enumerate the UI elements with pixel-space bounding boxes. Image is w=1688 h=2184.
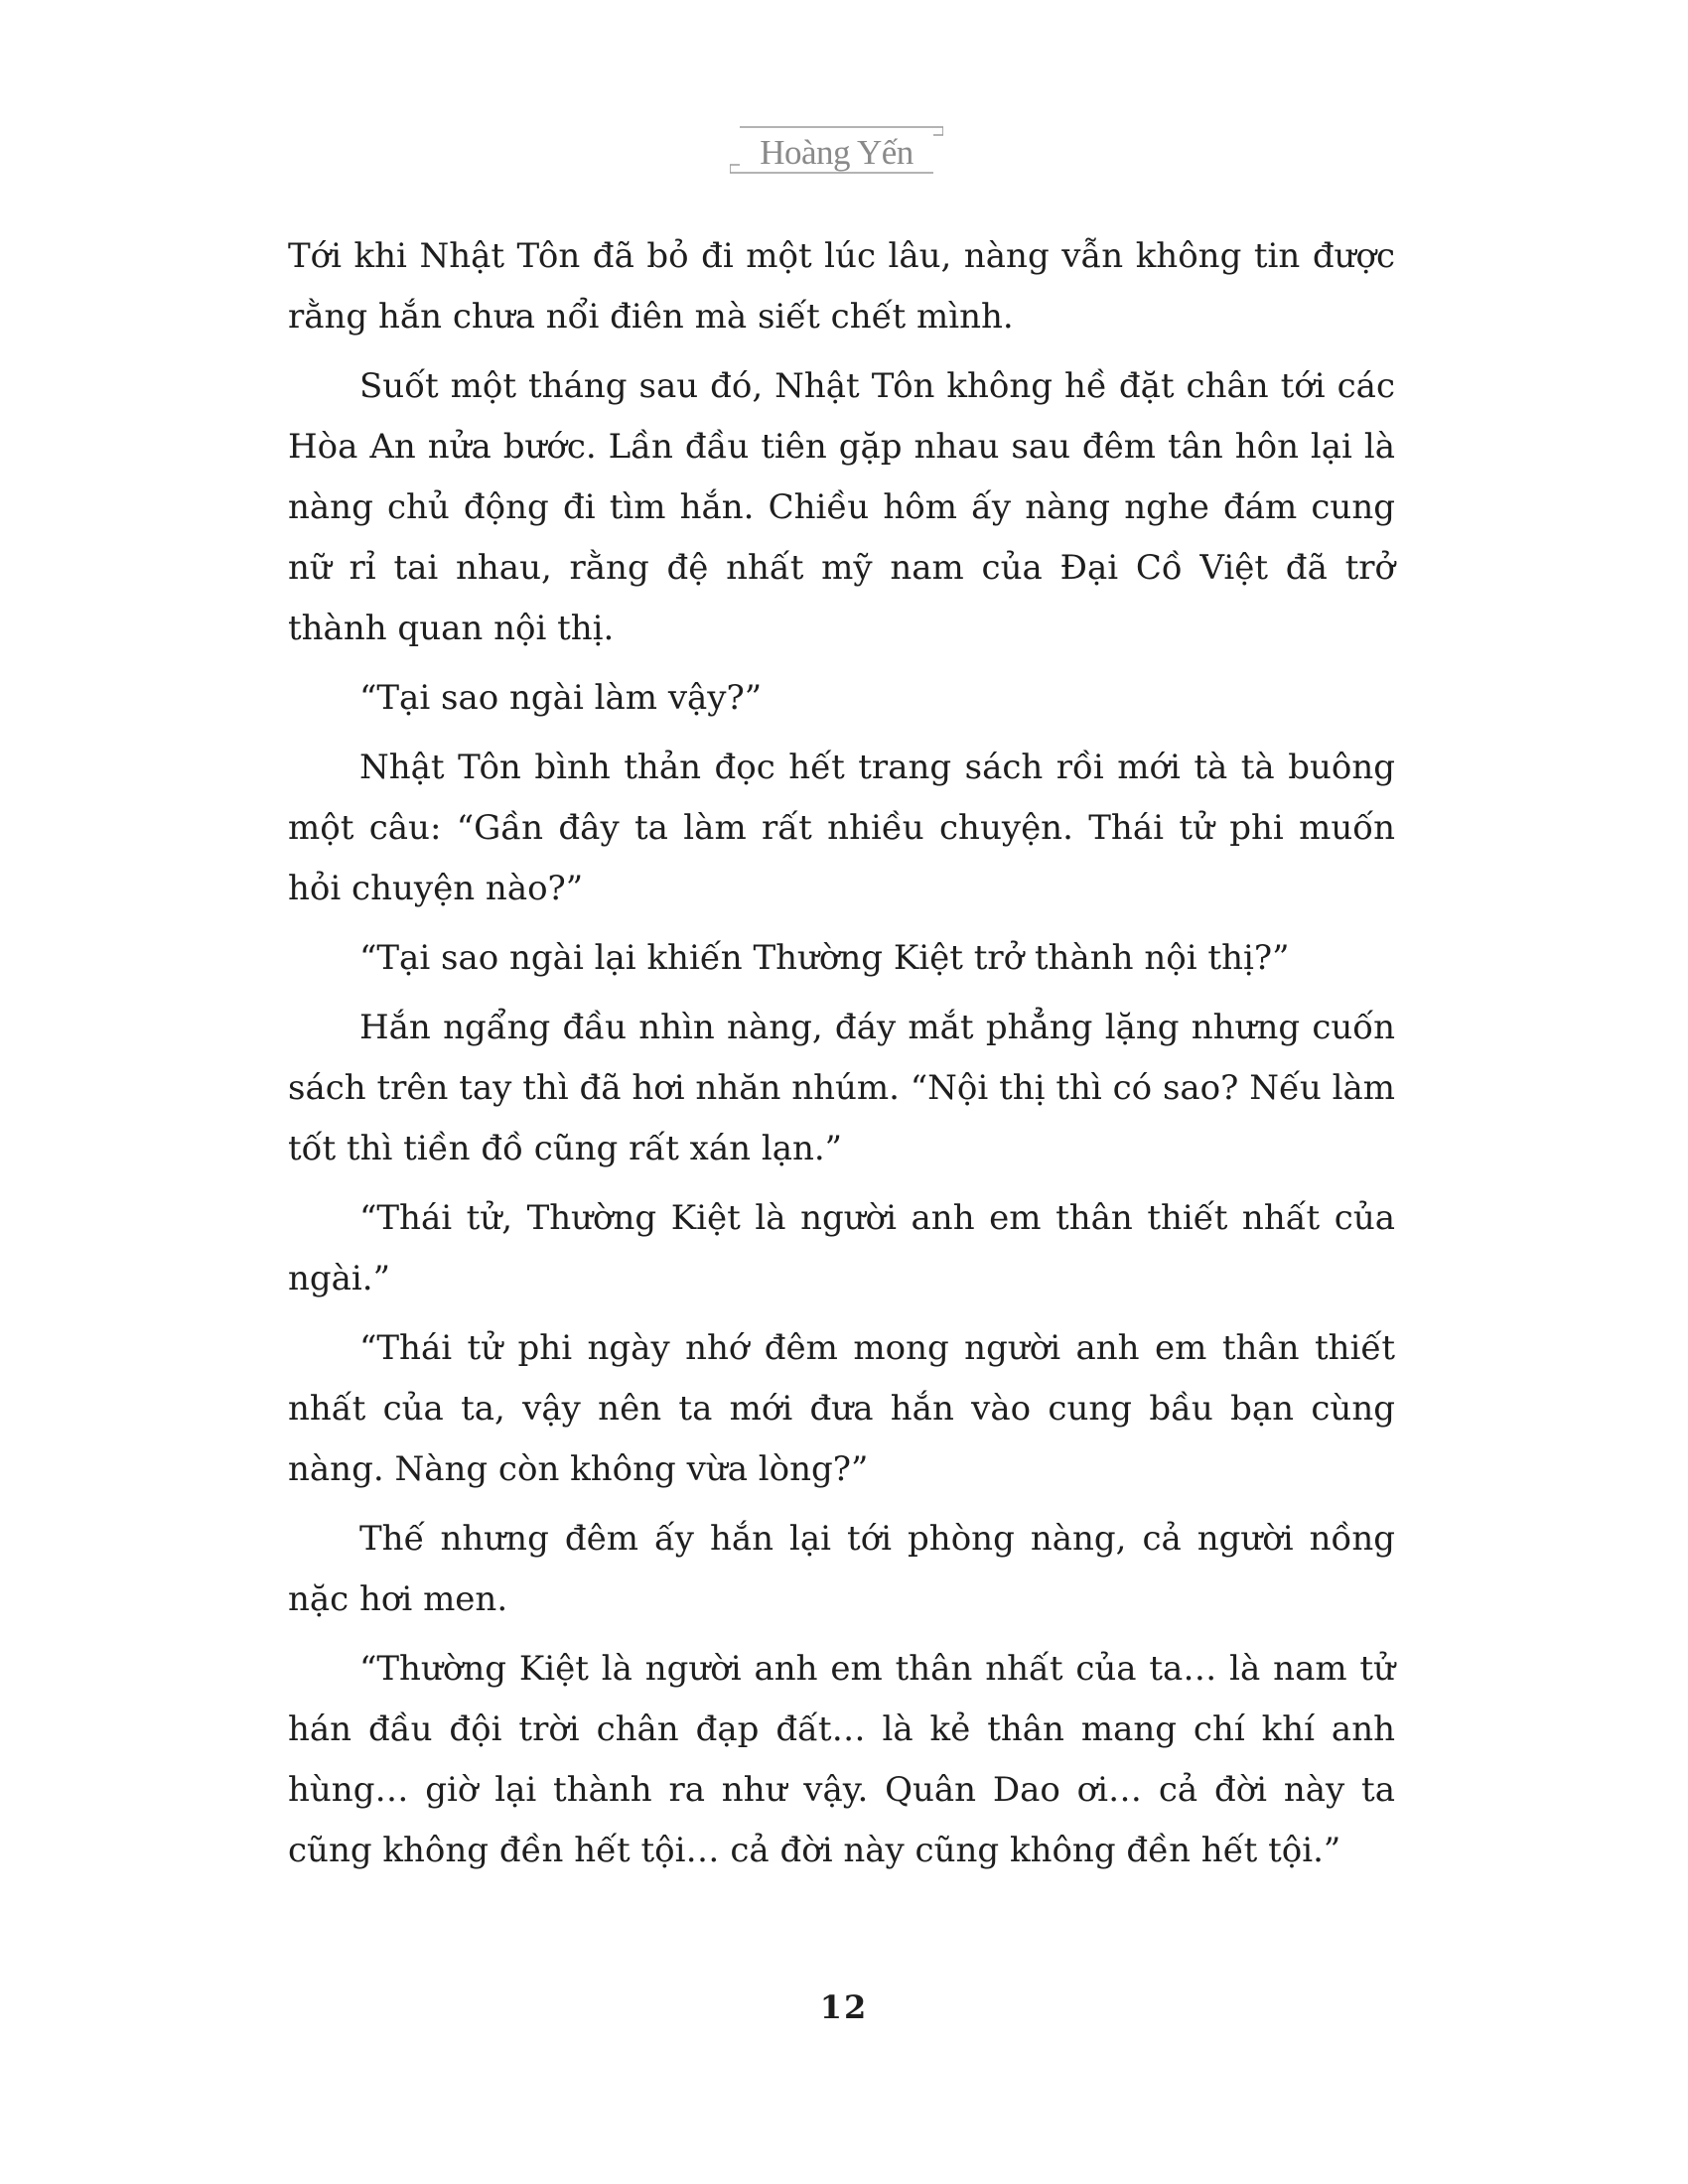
paragraph: Suốt một tháng sau đó, Nhật Tôn không hề đặt chân tới các Hòa An nửa bước. Lần đầu tiên gặp nhau sau đêm tân hôn lại là nàng chủ động đi tìm hắn. Chiều hôm ấy nàng nghe đám cung nữ rỉ tai nhau, rằng đệ nhất mỹ nam của Đại Cồ Việt đã trở thành quan nội thị. <box>288 366 1395 648</box>
paragraph: “Thái tử phi ngày nhớ đêm mong người anh em thân thiết nhất của ta, vậy nên ta mới đưa hắn vào cung bầu bạn cùng nàng. Nàng còn không vừa lòng?” <box>288 1328 1395 1489</box>
paragraph: “Tại sao ngài làm vậy?” <box>359 678 763 718</box>
running-header <box>730 123 943 177</box>
paragraph: Hắn ngẩng đầu nhìn nàng, đáy mắt phẳng lặng nhưng cuốn sách trên tay thì đã hơi nhăn nhúm. “Nội thị thì có sao? Nếu làm tốt thì tiền đồ cũng rất xán lạn.” <box>288 1008 1395 1168</box>
paragraph: Thế nhưng đêm ấy hắn lại tới phòng nàng, cả người nồng nặc hơi men. <box>288 1519 1395 1619</box>
paragraph: Tới khi Nhật Tôn đã bỏ đi một lúc lâu, nàng vẫn không tin được rằng hắn chưa nổi điên mà siết chết mình. <box>288 236 1395 337</box>
running-title: Hoàng Yến <box>760 133 914 172</box>
paragraph: “Thái tử, Thường Kiệt là người anh em thân thiết nhất của ngài.” <box>288 1198 1395 1298</box>
body-text <box>288 226 1395 1890</box>
paragraph: Nhật Tôn bình thản đọc hết trang sách rồi mới tà tà buông một câu: “Gần đây ta làm rất nhiều chuyện. Thái tử phi muốn hỏi chuyện nào?” <box>288 748 1395 908</box>
paragraph: “Thường Kiệt là người anh em thân nhất của ta… là nam tử hán đầu đội trời chân đạp đất… là kẻ thân mang chí khí anh hùng… giờ lại thành ra như vậy. Quân Dao ơi… cả đời này ta cũng không đền hết tội… cả đời này cũng không đền hết tội.” <box>288 1649 1395 1870</box>
paragraph: “Tại sao ngài lại khiến Thường Kiệt trở thành nội thị?” <box>359 938 1290 978</box>
page-number: 12 <box>819 1988 869 2026</box>
